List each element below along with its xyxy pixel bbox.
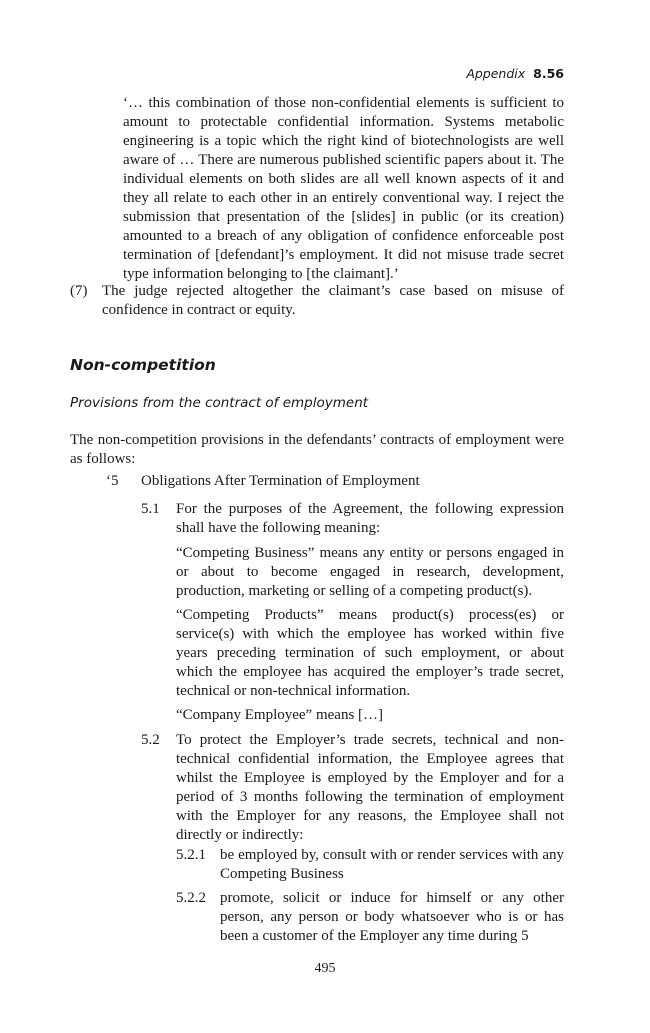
quoted-judgment-paragraph: ‘… this combination of those non-confidential elements is sufficient to amount to protectable confidential information. Systems metabolic engineering is a topic which the right kind of biotechnologists are well aware of … There are numerous published scientific papers about it. The individual elements on both slides are all well known aspects of it and they all relate to each other in an entirely conventional way. I reject the submission that presentation of the [slides] in public (or its creation) amounted to a breach of any obligation of confidence enforceable post termination of [defendant]’s employment. It did not misuse trade secret type information belonging to [the claimant].’ <box>123 95 564 282</box>
running-header <box>466 64 564 83</box>
clause-5-2-number: 5.2 <box>141 732 160 748</box>
definition-company-employee: “Company Employee” means […] <box>176 707 384 723</box>
item-number: (7) <box>70 283 88 299</box>
section-label: Appendix <box>466 66 526 81</box>
clause-5-1-text: For the purposes of the Agreement, the following expression shall have the following meaning: <box>176 501 564 536</box>
clause-5-title: Obligations After Termination of Employment <box>141 473 420 489</box>
section-number: 8.56 <box>533 66 564 81</box>
page-number: 495 <box>314 961 336 976</box>
subsection-heading: Provisions from the contract of employment <box>70 395 369 411</box>
clause-5-2-1-text: be employed by, consult with or render services with any Competing Business <box>220 847 564 882</box>
clause-5-2-2-number: 5.2.2 <box>176 890 206 906</box>
numbered-item-7 <box>70 282 564 320</box>
item-text: The judge rejected altogether the claimant’s case based on misuse of confidence in contract or equity. <box>102 283 564 318</box>
clause-5-2-text: To protect the Employer’s trade secrets, technical and non-technical confidential information, the Employee agrees that whilst the Employee is employed by the Employer and for a period of 3 months following the termination of employment with the Employer for any reasons, the Employee shall not directly or indirectly: <box>176 732 564 843</box>
definition-competing-products: “Competing Products” means product(s) process(es) or service(s) with which the employee has worked within five years preceding termination of such employment, or about which the employee has acquired the employer’s trade secret, technical or non-technical information. <box>176 607 564 699</box>
clause-5-number: ‘5 <box>106 473 119 489</box>
clause-5-1-number: 5.1 <box>141 501 160 517</box>
definition-competing-business: “Competing Business” means any entity or persons engaged in or about to become engaged in research, development, production, marketing or selling of a competing product(s). <box>176 545 564 599</box>
clause-5-2-1-number: 5.2.1 <box>176 847 206 863</box>
intro-paragraph: The non-competition provisions in the defendants’ contracts of employment were as follows: <box>70 432 564 467</box>
clause-5-2-2-text: promote, solicit or induce for himself or any other person, any person or body whatsoever who is or has been a customer of the Employer any time during 5 <box>220 890 564 944</box>
section-heading: Non-competition <box>70 356 216 374</box>
